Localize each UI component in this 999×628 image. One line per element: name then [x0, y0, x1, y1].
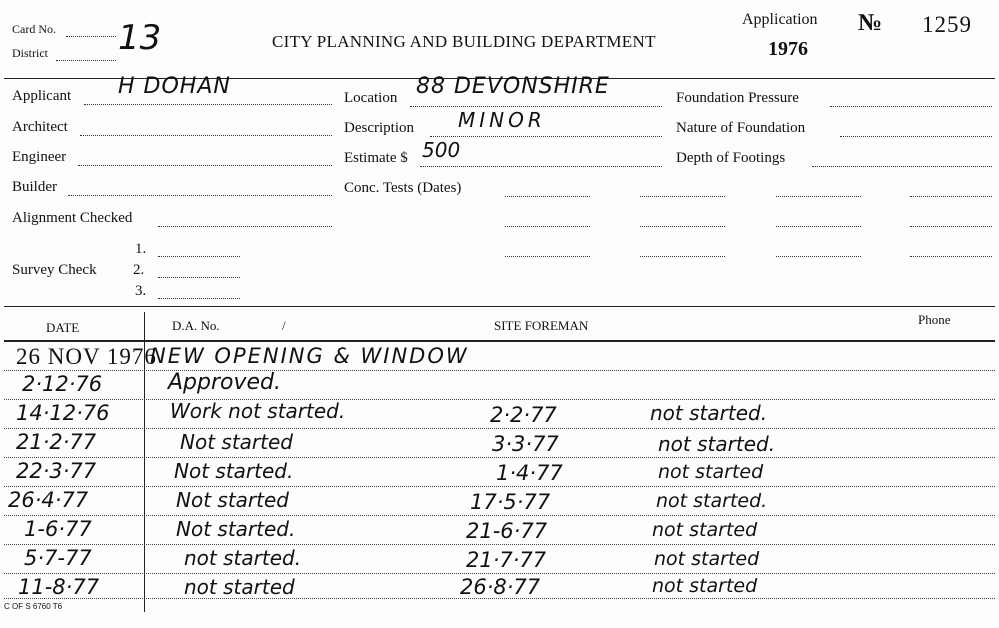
- row-date: 11-8·77: [18, 575, 100, 599]
- applicant-value: H DOHAN: [118, 74, 231, 99]
- survey-item-2: 2.: [133, 262, 145, 278]
- row-note: not started: [184, 575, 295, 599]
- card-no-label: Card No.: [12, 22, 56, 36]
- row-note: Not started.: [176, 517, 296, 541]
- application-number: 1259: [922, 12, 972, 37]
- row-note: not started.: [184, 546, 302, 570]
- location-value: 88 DEVONSHIRE: [416, 74, 610, 99]
- row-note: Approved.: [168, 370, 281, 395]
- row-date-2: 21-6·77: [466, 519, 548, 543]
- phone-column-header: Phone: [918, 312, 951, 327]
- builder-label: Builder: [12, 179, 57, 195]
- row-note: Not started.: [174, 459, 294, 483]
- row-date: 26 NOV 1976: [16, 344, 157, 369]
- location-label: Location: [344, 90, 398, 106]
- row-note: NEW OPENING & WINDOW: [150, 344, 469, 368]
- district-label: District: [12, 46, 48, 60]
- survey-check-label: Survey Check: [12, 262, 97, 278]
- row-date-2: 3·3·77: [492, 432, 559, 456]
- description-label: Description: [344, 120, 414, 136]
- estimate-label: Estimate $: [344, 150, 408, 166]
- row-date: 26·4·77: [8, 488, 89, 512]
- application-label: Application: [742, 11, 818, 28]
- row-date-2: 1·4·77: [496, 461, 563, 485]
- row-date: 22·3·77: [16, 459, 97, 483]
- row-date: 5·7-77: [24, 546, 92, 570]
- survey-item-1: 1.: [135, 241, 147, 257]
- survey-item-3: 3.: [135, 283, 147, 299]
- estimate-value: 500: [422, 138, 461, 162]
- row-note-2: not started.: [658, 432, 776, 456]
- card-number-value: 13: [118, 18, 162, 58]
- nature-foundation-label: Nature of Foundation: [676, 120, 806, 136]
- conc-tests-label: Conc. Tests (Dates): [344, 180, 462, 196]
- depth-footings-label: Depth of Footings: [676, 150, 786, 166]
- row-note-2: not started: [658, 461, 764, 483]
- site-foreman-column-header: SITE FOREMAN: [494, 318, 589, 333]
- row-note-2: not started.: [656, 490, 768, 512]
- row-note: Not started: [180, 430, 293, 454]
- foundation-pressure-label: Foundation Pressure: [676, 90, 799, 106]
- da-no-column-header: D.A. No.: [172, 318, 220, 333]
- row-note-2: not started.: [650, 401, 768, 425]
- row-note: Not started: [176, 488, 289, 512]
- row-note-2: not started: [654, 548, 760, 570]
- row-date-2: 17·5·77: [470, 490, 551, 514]
- row-date-2: 2·2·77: [490, 403, 557, 427]
- row-note-2: not started: [652, 519, 758, 541]
- row-date: 1-6·77: [24, 517, 92, 541]
- row-note-2: not started: [652, 575, 758, 597]
- row-date: 2·12·76: [22, 372, 103, 396]
- department-title: CITY PLANNING AND BUILDING DEPARTMENT: [272, 32, 656, 51]
- engineer-label: Engineer: [12, 149, 67, 165]
- alignment-checked-label: Alignment Checked: [12, 210, 133, 226]
- row-date: 21·2·77: [16, 430, 97, 454]
- application-year: 1976: [768, 38, 808, 60]
- description-value: MINOR: [458, 108, 546, 132]
- row-date-2: 26·8·77: [460, 575, 541, 599]
- row-date: 14·12·76: [16, 401, 110, 425]
- form-code: C OF S 6760 T6: [4, 602, 63, 611]
- number-sign: №: [858, 10, 883, 36]
- architect-label: Architect: [12, 119, 68, 135]
- date-column-header: DATE: [46, 320, 80, 335]
- row-date-2: 21·7·77: [466, 548, 547, 572]
- row-note: Work not started.: [170, 399, 346, 423]
- da-no-slash: /: [282, 318, 286, 333]
- applicant-label: Applicant: [12, 88, 72, 104]
